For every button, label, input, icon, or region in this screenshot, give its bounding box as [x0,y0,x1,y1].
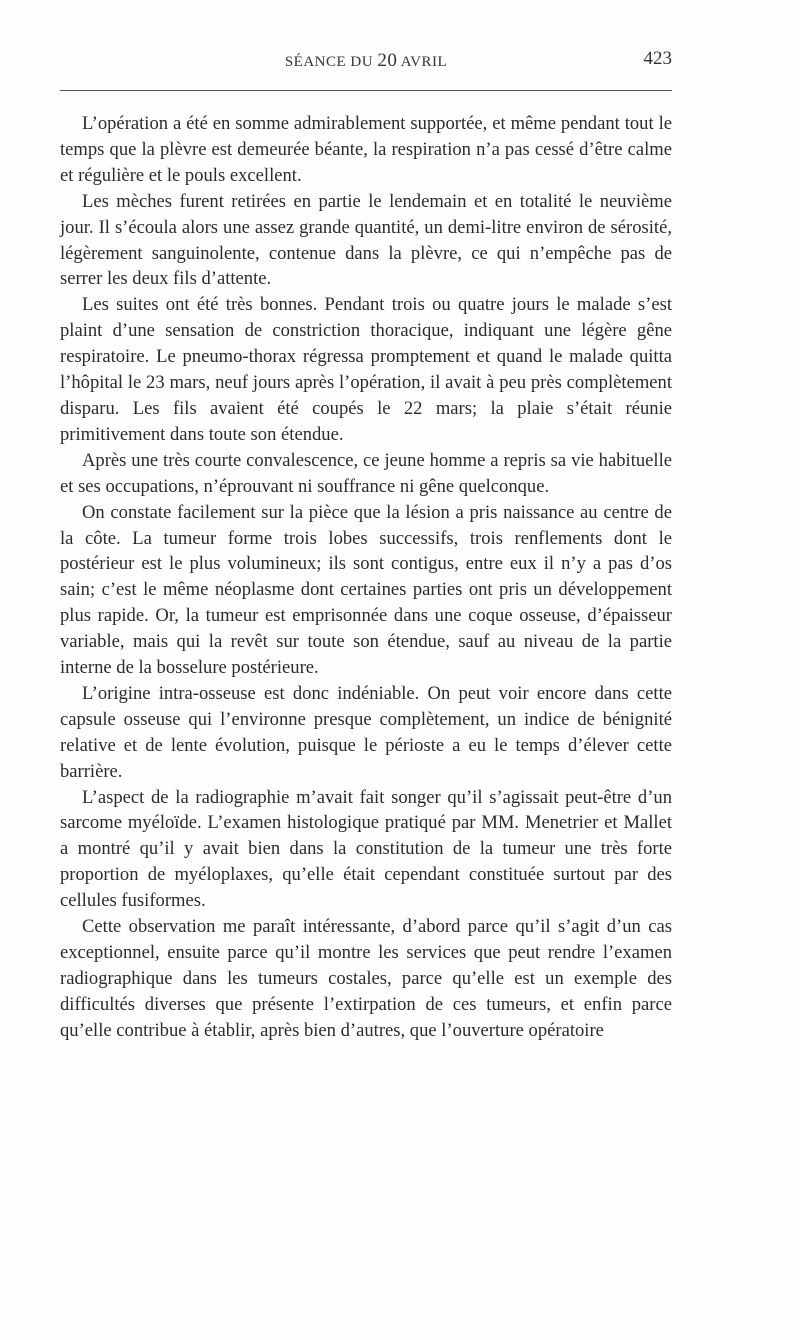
paragraph: Les suites ont été très bonnes. Pendant trois ou quatre jours le malade s’est plaint d’une sensation de constriction thoracique, indiquant une légère gêne respiratoire. Le pneumo-thorax régressa promptement et quand le malade quitta l’hôpital le 23 mars, neuf jours après l’opération, il avait à peu près complètement disparu. Les fils avaient été coupés le 22 mars; la plaie s’était réunie primitivement dans toute son étendue. [60,294,672,445]
body-text [60,111,672,1044]
paragraph: Cette observation me paraît intéressante, d’abord parce qu’il s’agit d’un cas exceptionnel, ensuite parce qu’il montre les services que peut rendre l’examen radiographique dans les tumeurs costales, parce qu’elle est un exemple des difficultés diverses que présente l’extirpation de ces tumeurs, et enfin parce qu’elle contribue à établir, après bien d’autres, que l’ouverture opératoire [60,916,672,1041]
paragraph: L’origine intra-osseuse est donc indéniable. On peut voir encore dans cette capsule osseuse qui l’environne presque complètement, un indice de bénignité relative et de lente évolution, puisque le périoste a eu le temps d’élever cette barrière. [60,682,672,782]
paragraph: On constate facilement sur la pièce que la lésion a pris naissance au centre de la côte. La tumeur forme trois lobes successifs, trois renflements dont le postérieur est le plus volumineux; ils sont contigus, entre eux il n’y a pas d’os sain; c’est le même néoplasme dont certaines parties ont pris un développement plus rapide. Or, la tumeur est emprisonnée dans une coque osseuse, d’épaisseur variable, mais qui la revêt sur toute son étendue, sauf au niveau de la partie interne de la bosselure postérieure. [60,501,672,679]
page-number: 423 [643,48,672,69]
paragraph: L’opération a été en somme admirablement supportée, et même pendant tout le temps que la plèvre est demeurée béante, la respiration n’a pas cessé d’être calme et régulière et le pouls excellent. [60,113,672,186]
paragraph: L’aspect de la radiographie m’avait fait songer qu’il s’agissait peut-être d’un sarcome myéloïde. L’examen histologique pratiqué par MM. Menetrier et Mallet a montré qu’il y avait bien dans la constitution de la tumeur une très forte proportion de myéloplaxes, qu’elle était cependant constituée surtout par des cellules fusiformes. [60,786,672,912]
paragraph: Après une très courte convalescence, ce jeune homme a repris sa vie habituelle et ses occupations, n’éprouvant ni souffrance ni gêne quelconque. [60,449,672,497]
header-rule [60,90,672,91]
running-title-prefix: SÉANCE DU [284,54,378,70]
paragraph: Les mèches furent retirées en partie le lendemain et en totalité le neuvième jour. Il s’écoula alors une assez grande quantité, un demi-litre environ de sérosité, légèrement sanguinolente, contenue dans la plèvre, ce qui n’empêche pas de serrer les deux fils d’attente. [60,190,672,290]
running-head [60,50,672,80]
running-title [60,50,672,72]
running-title-day: 20 [377,50,398,71]
running-title-month: AVRIL [397,54,448,70]
